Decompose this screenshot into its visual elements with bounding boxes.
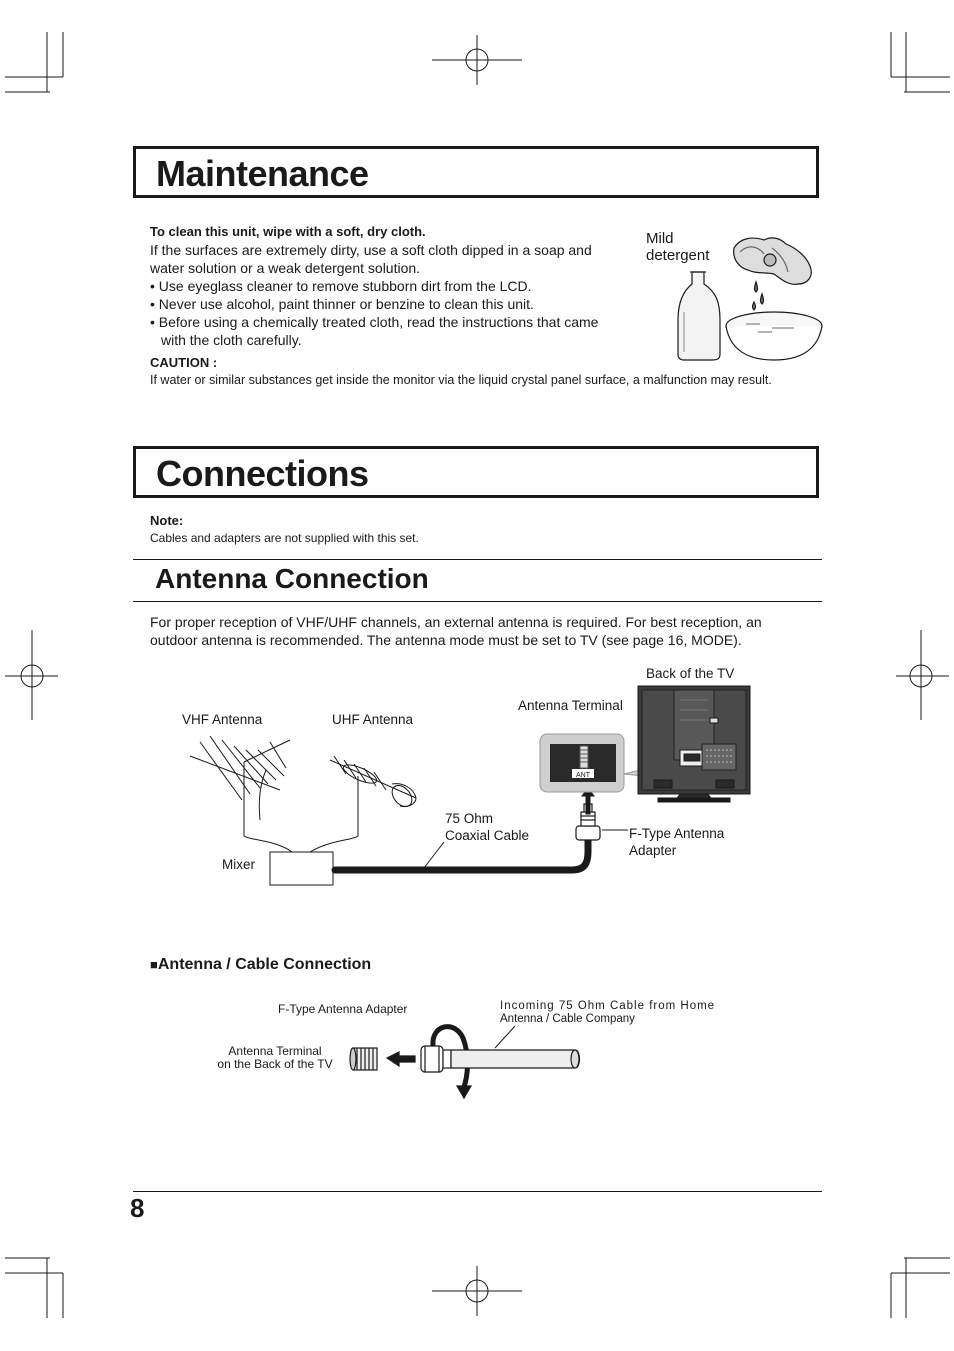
section-rule-bottom: [133, 601, 822, 602]
caution-label: CAUTION :: [150, 355, 218, 370]
connections-title: Connections: [156, 453, 369, 494]
terminal-back-label: [210, 1045, 340, 1071]
caution-text: If water or similar substances get inside the monitor via the liquid crystal panel surface, a malfunction may result.: [150, 373, 772, 387]
terminal-back-label-line: on the Back of the TV: [217, 1057, 333, 1071]
antenna-terminal-label: Antenna Terminal: [518, 698, 623, 713]
section-rule-top: [133, 559, 822, 560]
coax-cable-label-line: Coaxial Cable: [445, 828, 530, 843]
cable-connection-diagram: [345, 1010, 585, 1100]
mixer-box: [270, 852, 333, 885]
antenna-heading: Antenna Connection: [155, 563, 429, 594]
uhf-antenna-label: UHF Antenna: [332, 712, 414, 727]
incoming-cable-label-line: Antenna / Cable Company: [500, 1013, 635, 1025]
page-number: 8: [130, 1193, 145, 1223]
uhf-antenna-icon: [310, 756, 416, 852]
clean-intro: If the surfaces are extremely dirty, use a soft cloth dipped in a soap and water solution or a weak detergent solution.: [150, 242, 592, 276]
connections-title-box: [133, 446, 819, 498]
note-text: Cables and adapters are not supplied with this set.: [150, 531, 419, 545]
square-bullet-icon: ■: [150, 957, 158, 972]
coax-cable-label-line: 75 Ohm: [445, 811, 494, 826]
detergent-illustration: [676, 232, 826, 364]
cable-connection-heading: [150, 956, 371, 974]
maintenance-body: [150, 223, 620, 349]
antenna-terminal-icon: [350, 1048, 377, 1070]
f-type-adapter-icon: [421, 1046, 451, 1072]
mixer-label: Mixer: [222, 857, 255, 872]
detergent-label-line: detergent: [646, 247, 710, 264]
tv-back-icon: [638, 686, 750, 802]
back-of-tv-label: Back of the TV: [646, 666, 735, 681]
incoming-cable-label-line: Incoming 75 Ohm Cable from Home: [500, 1000, 716, 1012]
maintenance-title: Maintenance: [156, 153, 369, 194]
note-label: Note:: [150, 513, 184, 528]
f-type-adapter-label-line: F-Type Antenna: [629, 826, 725, 841]
coax-cable-icon: [451, 1050, 580, 1068]
cable-adapter-label: F-Type Antenna Adapter: [278, 1002, 408, 1016]
rotate-arrow-icon: [457, 1086, 471, 1098]
footer-rule: [133, 1191, 822, 1192]
antenna-intro: For proper reception of VHF/UHF channels, an external antenna is required. For best reception, an outdoor antenna is recommended. The antenna mode must be set to TV (see page 16, MODE).: [150, 614, 762, 648]
vhf-antenna-icon: [190, 736, 292, 852]
bullet-item: • Use eyeglass cleaner to remove stubborn dirt from the LCD.: [150, 278, 532, 294]
vhf-antenna-label: VHF Antenna: [182, 712, 263, 727]
maintenance-title-box: [133, 146, 819, 198]
cable-connection-heading-text: Antenna / Cable Connection: [157, 956, 372, 973]
detergent-label-line: Mild: [646, 230, 674, 247]
clean-heading: To clean this unit, wipe with a soft, dry cloth.: [150, 224, 426, 239]
ant-label: ANT: [576, 772, 590, 779]
terminal-back-label-line: Antenna Terminal: [228, 1044, 322, 1058]
antenna-diagram: [180, 680, 760, 895]
f-type-adapter-label-line: Adapter: [629, 843, 677, 858]
bullet-item: • Never use alcohol, paint thinner or benzine to clean this unit.: [150, 296, 534, 312]
bullet-item: • Before using a chemically treated cloth, read the instructions that came with the cloth carefully.: [150, 314, 599, 348]
left-arrow-icon: [387, 1052, 415, 1066]
